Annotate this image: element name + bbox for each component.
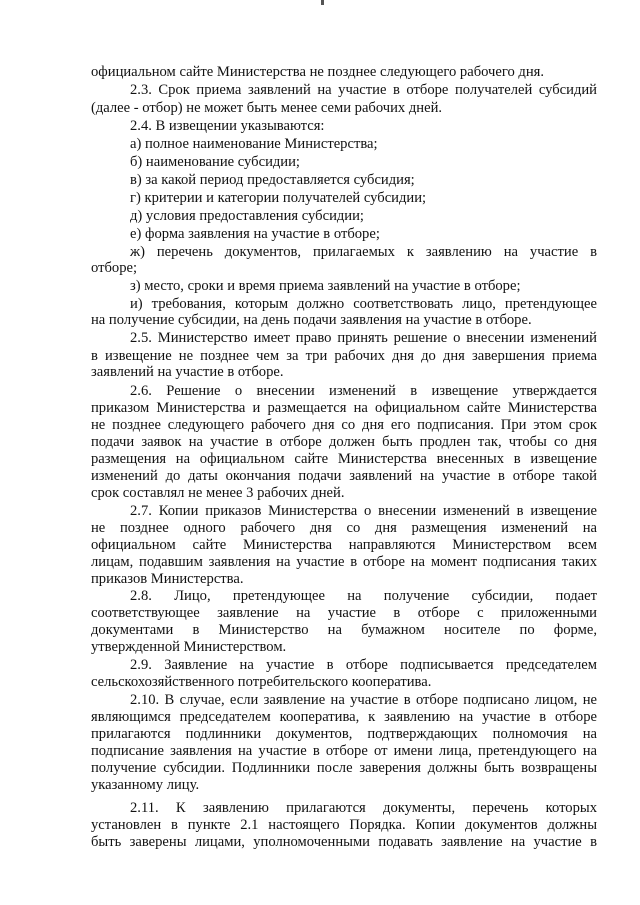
text-line: е) форма заявления на участие в отборе; [130, 226, 380, 242]
text-line: не позднее одного рабочего дня со дня размещения изменений на [91, 520, 597, 536]
text-line: не позднее следующего рабочего дня со дня его подписания. При этом срок [91, 417, 597, 433]
text-line: размещения на официальном сайте Министерства внесенных в извещение [91, 451, 597, 467]
text-line: д) условия предоставления субсидии; [130, 208, 364, 224]
text-line: 2.5. Министерство имеет право принять решение о внесении изменений [130, 330, 597, 346]
text-line: з) место, сроки и время приема заявлений на участие в отборе; [130, 278, 521, 294]
text-line: официальном сайте Министерства направляются Министерством всем [91, 537, 597, 553]
text-line: заявлений на участие в отборе. [91, 364, 284, 380]
text-line: лицам, подавшим заявления на участие в отборе на момент подписания таких [91, 554, 597, 570]
text-line: прилагаются подлинники документов, подтверждающих полномочия на [91, 726, 597, 742]
text-line: 2.6. Решение о внесении изменений в извещение утверждается [130, 383, 597, 399]
text-line: ж) перечень документов, прилагаемых к заявлению на участие в [130, 244, 597, 260]
text-line: в) за какой период предоставляется субсидия; [130, 172, 415, 188]
text-line: 2.10. В случае, если заявление на участие в отборе подписано лицом, не [130, 692, 597, 708]
text-line: указанному лицу. [91, 777, 200, 793]
text-line: 2.11. К заявлению прилагаются документы, перечень которых [130, 800, 597, 816]
text-line: отборе; [91, 260, 138, 276]
text-line: (далее - отбор) не может быть менее семи рабочих дней. [91, 100, 443, 116]
text-line: 2.8. Лицо, претендующее на получение субсидии, подает [130, 588, 597, 604]
text-line: получение субсидии. Подлинники после заверения должны быть возвращены [91, 760, 597, 776]
text-line: документами в Министерство на бумажном носителе по форме, [91, 622, 597, 638]
text-line: приказом Министерства и размещается на официальном сайте Министерства [91, 400, 597, 416]
text-line: г) критерии и категории получателей субсидии; [130, 190, 427, 206]
text-line: а) полное наименование Министерства; [130, 136, 378, 152]
text-line: сельскохозяйственного потребительского кооператива. [91, 674, 432, 690]
text-line: подписание заявления на участие в отборе от имени лица, претендующего на [91, 743, 597, 759]
text-line: на получение субсидии, на день подачи заявления на участие в отборе. [91, 312, 532, 328]
text-line: и) требования, которым должно соответствовать лицо, претендующее [130, 296, 597, 312]
text-line: срок составлял не менее 3 рабочих дней. [91, 485, 345, 501]
text-line: 2.4. В извещении указываются: [130, 118, 325, 134]
text-line: являющимся председателем кооператива, к заявлению на участие в отборе [91, 709, 597, 725]
text-line: 2.3. Срок приема заявлений на участие в отборе получателей субсидий [130, 82, 597, 98]
text-line: установлен в пункте 2.1 настоящего Порядка. Копии документов должны [91, 817, 597, 833]
text-line: утвержденной Министерством. [91, 639, 287, 655]
scan-mark [321, 0, 324, 5]
text-line: подачи заявок на участие в отборе должен быть продлен так, чтобы со дня [91, 434, 597, 450]
text-line: в извещение не позднее чем за три рабочих дня до дня завершения приема [91, 348, 597, 364]
text-line: быть заверены лицами, уполномоченными подавать заявление на участие в [91, 834, 597, 850]
text-line: официальном сайте Министерства не позднее следующего рабочего дня. [91, 64, 545, 80]
text-line: 2.7. Копии приказов Министерства о внесении изменений в извещение [130, 503, 597, 519]
text-line: приказов Министерства. [91, 571, 244, 587]
text-line: 2.9. Заявление на участие в отборе подписывается председателем [130, 657, 597, 673]
text-line: б) наименование субсидии; [130, 154, 300, 170]
text-line: соответствующее заявление на участие в отборе с приложенными [91, 605, 597, 621]
text-line: изменений до даты окончания подачи заявлений на участие в отборе такой [91, 468, 597, 484]
